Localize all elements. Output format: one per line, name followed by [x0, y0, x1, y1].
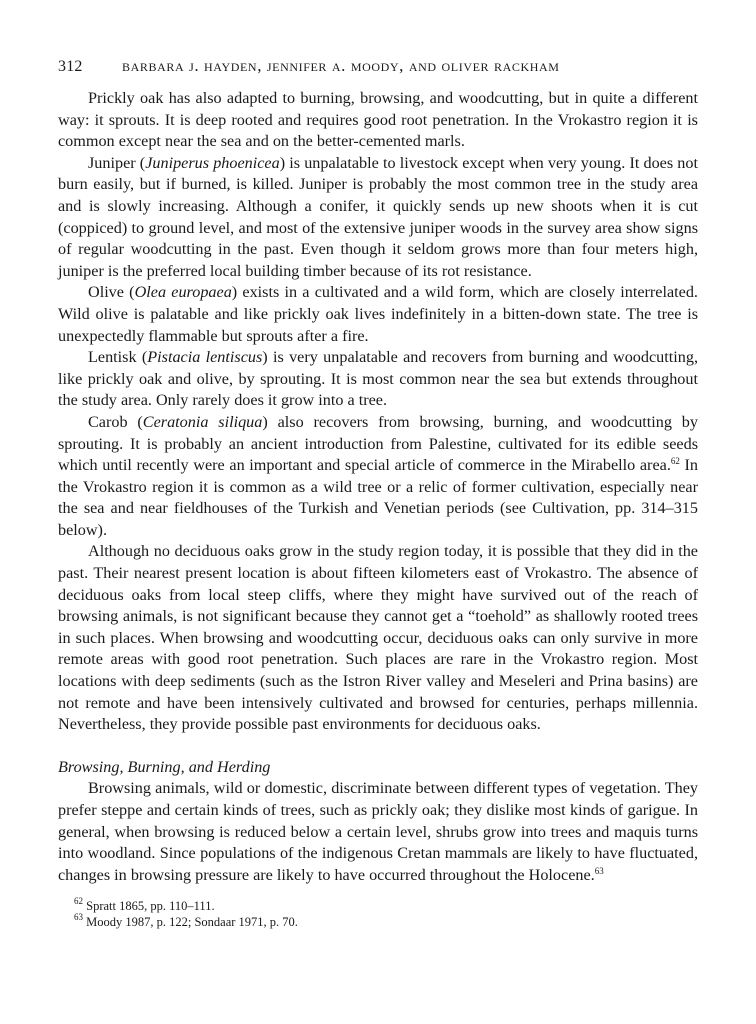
paragraph-prickly-oak: Prickly oak has also adapted to burning, browsing, and woodcutting, but in quite a different way: it sprouts. It is deep rooted and requires good root penetration. In the Vrokastro region it is common except near the sea and on the better-cemented marls. — [58, 89, 698, 151]
page-number: 312 — [58, 58, 83, 75]
footnote-ref: 62 — [670, 456, 680, 467]
footnote-63: $^{63}$ Moody 1987, p. 122; Sondaar 1971, p. 70. — [74, 912, 298, 930]
paragraph-deciduous-oaks: Although no deciduous oaks grow in the study region today, it is possible that they did in the past. Their nearest present location is about fifteen kilometers east of Vrokastro. The absence of deciduous oaks from local steep cliffs, where they might have survived out of the reach of browsing animals, is not significant because they cannot get a “toehold” as shallowly rooted trees in such places. When browsing and woodcutting occur, deciduous oaks can only survive in more remote areas with good root penetration. Such places are rare in the Vrokastro region. Most locations with deep sediments (such as the Istron River valley and Meseleri and Prina basins) are not remote and have been intensively cultivated and browsed for centuries, perhaps millennia. Nevertheless, they provide possible past environments for deciduous oaks. — [58, 542, 698, 734]
paragraph-carob: Carob (Ceratonia siliqua) also recovers from browsing, burning, and woodcutting by sprouting. It is probably an ancient introduction from Palestine, cultivated for its edible seeds which until recently were an important and special article of commerce in the Mirabello area.$^{62}$ In the Vrokastro region it is common as a wild tree or a relic of former cultivation, especially near the sea and near fieldhouses of the Turkish and Venetian periods (see Cultivation, pp. 314–315 below). — [58, 412, 699, 539]
running-head — [58, 56, 698, 77]
footnotes — [58, 898, 698, 930]
species-name: Ceratonia siliqua — [142, 412, 263, 431]
species-name: Juniperus phoenicea — [145, 153, 280, 172]
species-name: Olea europaea — [134, 283, 232, 302]
footnote-62: $^{62}$ Spratt 1865, pp. 110–111. — [74, 896, 215, 914]
footnote-ref: 63 — [594, 865, 604, 876]
species-name: Pistacia lentiscus — [147, 348, 263, 367]
paragraph-lentisk: Lentisk (Pistacia lentiscus) is very unpalatable and recovers from burning and woodcutting, like prickly oak and olive, by sprouting. It is most common near the sea but extends throughout the study area. Only rarely does it grow into a tree. — [58, 348, 698, 410]
paragraph-browsing: Browsing animals, wild or domestic, discriminate between different types of vegetation. They prefer steppe and certain kinds of trees, such as prickly oak; they dislike most kinds of garigue. In general, when browsing is reduced below a certain level, shrubs grow into trees and maquis turns into woodland. Since populations of the indigenous Cretan mammals are likely to have fluctuated, changes in browsing pressure are likely to have occurred throughout the Holocene.$^{63}$ — [58, 779, 698, 884]
running-head-authors: barbara j. hayden, jennifer a. moody, and oliver rackham — [122, 56, 560, 75]
body-text — [58, 88, 698, 886]
section-heading: Browsing, Burning, and Herding — [58, 757, 271, 776]
page — [58, 56, 698, 930]
paragraph-juniper: Juniper (Juniperus phoenicea) is unpalatable to livestock except when very young. It does not burn easily, but if burned, is killed. Juniper is probably the most common tree in the study area and is slowly increasing. Although a conifer, it quickly sends up new shoots when it is cut (coppiced) to ground level, and most of the extensive juniper woods in the survey area show signs of regular woodcutting in the past. Even though it seldom grows more than four meters high, juniper is the preferred local building timber because of its rot resistance. — [58, 153, 698, 280]
paragraph-olive: Olive (Olea europaea) exists in a cultivated and a wild form, which are closely interrelated. Wild olive is palatable and like prickly oak lives indefinitely in a bitten-down state. The tree is unexpectedly flammable but sprouts after a fire. — [58, 283, 698, 345]
